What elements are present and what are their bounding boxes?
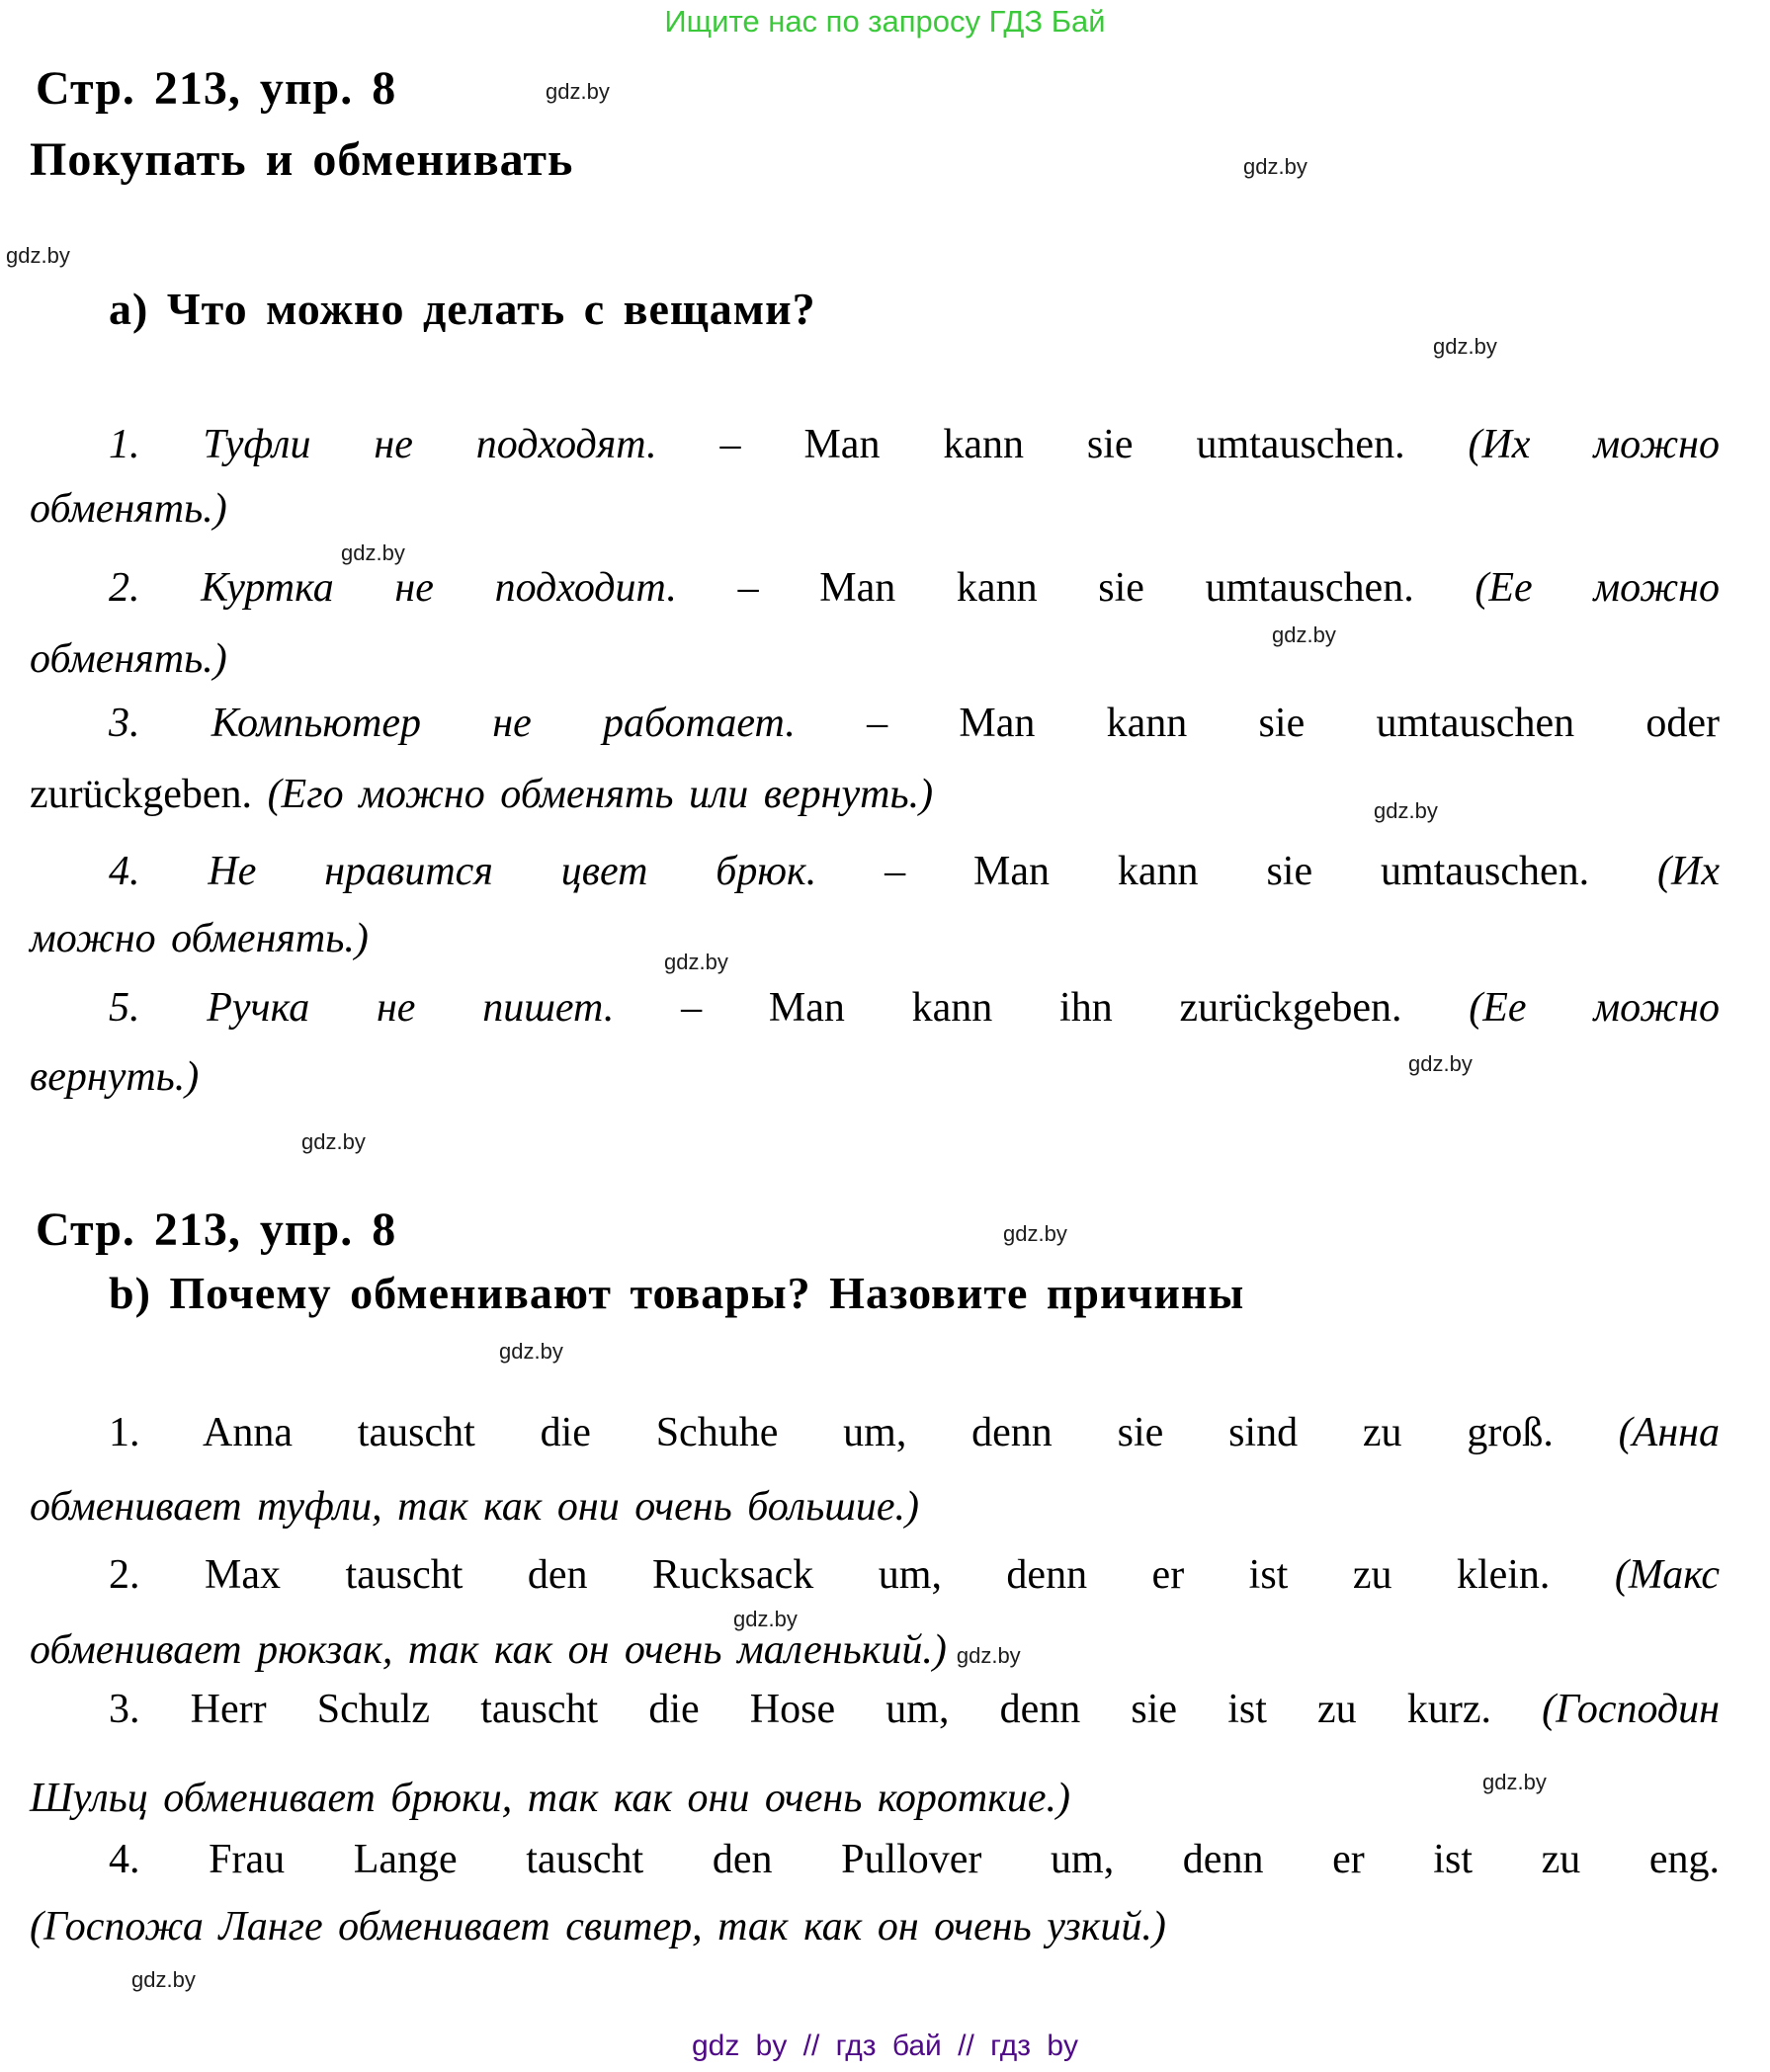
answer-a4-line1	[30, 846, 1720, 897]
site-footer: gdz by // гдз бай // гдз by	[691, 2030, 1079, 2062]
answer-a1-line1	[30, 419, 1720, 470]
text-run: (Госпожа Ланге обменивает свитер, так как он очень узкий.)	[30, 1904, 1166, 1949]
answer-b1-line1	[30, 1407, 1720, 1458]
gdz-watermark: gdz.by	[301, 1129, 366, 1154]
text-run: zurückgeben.	[30, 772, 268, 817]
answer-a2-line2	[30, 633, 227, 685]
gdz-watermark: gdz.by	[1243, 154, 1307, 179]
text-run: – Man kann sie umtauschen oder	[867, 701, 1720, 746]
text-run: (Ее можно	[1469, 985, 1720, 1031]
gdz-watermark: gdz.by	[499, 1339, 563, 1364]
text-run: обменять.)	[30, 486, 227, 532]
gdz-watermark: gdz.by	[6, 243, 70, 268]
answer-a2-line1	[30, 562, 1720, 614]
text-run: обменивает рюкзак, так как он очень маленький.)	[30, 1627, 947, 1673]
text-run: Шульц обменивает брюки, так как они очень короткие.)	[30, 1776, 1071, 1821]
text-run: (Макс	[1614, 1552, 1720, 1598]
gdz-watermark: gdz.by	[546, 79, 610, 104]
answer-b4-line1	[30, 1834, 1720, 1885]
task-a-heading: a) Что можно делать с вещами?	[109, 284, 816, 334]
answer-a5-line2	[30, 1051, 199, 1103]
gdz-watermark: gdz.by	[131, 1967, 196, 1992]
gdz-watermark: gdz.by	[1482, 1770, 1547, 1794]
text-run: 3. Компьютер не работает.	[109, 701, 868, 746]
text-run: (Ее можно	[1475, 565, 1720, 611]
gdz-watermark: gdz.by	[664, 950, 728, 974]
gdz-watermark: gdz.by	[1374, 798, 1438, 823]
gdz-watermark: gdz.by	[1408, 1051, 1473, 1076]
page-title: Покупать и обменивать	[30, 133, 574, 186]
gdz-watermark: gdz.by	[341, 540, 405, 565]
task-b-heading: b) Почему обменивают товары? Назовите причины	[109, 1268, 1245, 1318]
text-run: (Господин	[1542, 1687, 1720, 1732]
gdz-watermark: gdz.by	[733, 1607, 798, 1631]
text-run: 4. Не нравится цвет брюк.	[109, 849, 885, 894]
promo-banner: Ищите нас по запросу ГДЗ Бай	[664, 4, 1106, 39]
gdz-watermark: gdz.by	[956, 1643, 1021, 1668]
answer-b3-line2	[30, 1773, 1070, 1824]
answer-a5-line1	[30, 982, 1720, 1034]
text-run: 2. Max tauscht den Rucksack um, denn er ist zu klein.	[109, 1552, 1615, 1598]
text-run: – Man kann ihn zurückgeben.	[681, 985, 1470, 1031]
text-run: 2. Куртка не подходит.	[109, 565, 738, 611]
text-run: 5. Ручка не пишет.	[109, 985, 682, 1031]
text-run: (Их можно	[1468, 422, 1721, 467]
text-run: (Их	[1657, 849, 1720, 894]
text-run: 1. Туфли не подходят.	[109, 422, 720, 467]
answer-b2-line2	[30, 1624, 1021, 1682]
answer-a4-line2	[30, 913, 369, 964]
text-run: – Man kann sie umtauschen.	[885, 849, 1658, 894]
text-run: вернуть.)	[30, 1054, 200, 1100]
answer-b3-line1	[30, 1684, 1720, 1735]
text-run: можно обменять.)	[30, 916, 369, 961]
exercise-heading-b: Стр. 213, упр. 8	[36, 1203, 397, 1256]
text-run: обменять.)	[30, 636, 227, 682]
text-run: 3. Herr Schulz tauscht die Hose um, denn sie ist zu kurz.	[109, 1687, 1543, 1732]
text-run: (Анна	[1618, 1410, 1720, 1455]
text-run: 4. Frau Lange tauscht den Pullover um, denn er ist zu eng.	[109, 1837, 1720, 1882]
text-run: обменивает туфли, так как они очень большие.)	[30, 1484, 920, 1530]
answer-b2-line1	[30, 1549, 1720, 1601]
gdz-watermark: gdz.by	[1003, 1221, 1067, 1246]
text-run: – Man kann sie umtauschen.	[719, 422, 1469, 467]
exercise-heading-a: Стр. 213, упр. 8	[36, 62, 397, 115]
answer-a3-line1	[30, 698, 1720, 749]
answer-b4-line2	[30, 1901, 1166, 1952]
answer-a3-line2	[30, 769, 933, 820]
text-run: – Man kann sie umtauschen.	[737, 565, 1475, 611]
answer-a1-line2	[30, 483, 227, 535]
text-run: 1. Anna tauscht die Schuhe um, denn sie sind zu groß.	[109, 1410, 1619, 1455]
gdz-watermark: gdz.by	[1433, 334, 1497, 359]
gdz-watermark: gdz.by	[1272, 622, 1336, 647]
answer-b1-line2	[30, 1481, 919, 1533]
text-run: (Его можно обменять или вернуть.)	[267, 772, 934, 817]
